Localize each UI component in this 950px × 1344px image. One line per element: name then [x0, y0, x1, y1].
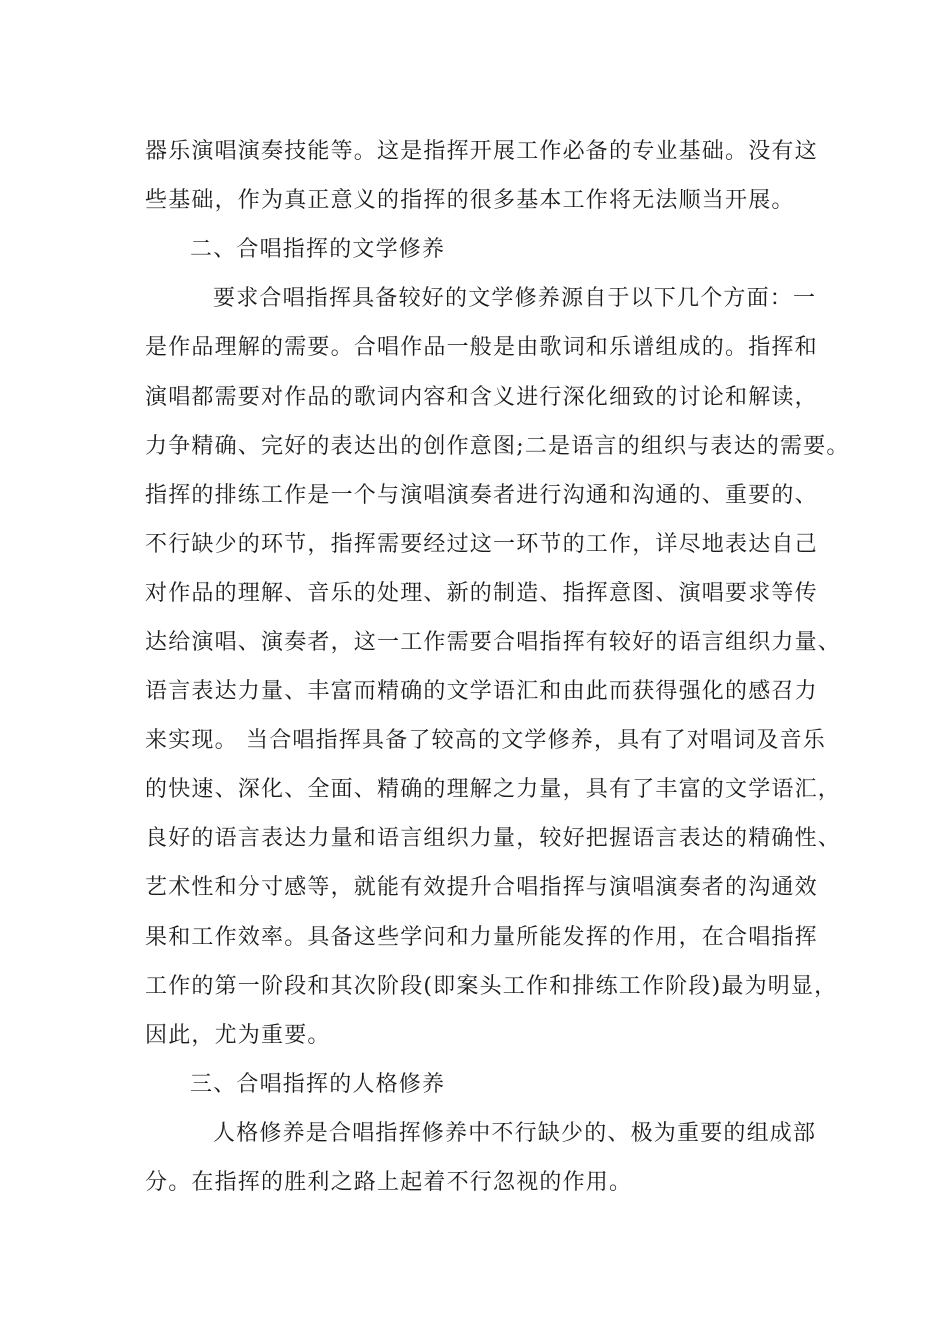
body-text-line: 是作品理解的需要。合唱作品一般是由歌词和乐谱组成的。指挥和	[145, 335, 818, 360]
body-text-line: 来实现。 当合唱指挥具备了较高的文学修养，具有了对唱词及音乐	[145, 728, 826, 753]
body-text-line: 果和工作效率。具备这些学问和力量所能发挥的作用，在合唱指挥	[145, 925, 818, 950]
body-text-line: 语言表达力量、丰富而精确的文学语汇和由此而获得强化的感召力	[145, 679, 818, 704]
body-text-line: 力争精确、完好的表达出的创作意图;二是语言的组织与表达的需要。	[145, 434, 850, 459]
section-heading-personality: 三、合唱指挥的人格修养	[190, 1072, 446, 1097]
paragraph-first-line: 要求合唱指挥具备较好的文学修养源自于以下几个方面：一	[213, 286, 817, 311]
body-text-line: 些基础，作为真正意义的指挥的很多基本工作将无法顺当开展。	[145, 188, 795, 213]
body-text-line: 指挥的排练工作是一个与演唱演奏者进行沟通和沟通的、重要的、	[145, 483, 818, 508]
paragraph-first-line: 人格修养是合唱指挥修养中不行缺少的、极为重要的组成部	[213, 1121, 817, 1146]
body-text-line: 分。在指挥的胜利之路上起着不行忽视的作用。	[145, 1170, 633, 1195]
body-text-line: 因此，尤为重要。	[145, 1023, 331, 1048]
body-text-line: 艺术性和分寸感等，就能有效提升合唱指挥与演唱演奏者的沟通效	[145, 875, 818, 900]
body-text-line: 达给演唱、演奏者，这一工作需要合唱指挥有较好的语言组织力量、	[145, 630, 842, 655]
body-text-line: 的快速、深化、全面、精确的理解之力量，具有了丰富的文学语汇，	[145, 777, 842, 802]
body-text-line: 器乐演唱演奏技能等。这是指挥开展工作必备的专业基础。没有这	[145, 139, 818, 164]
section-heading-literary: 二、合唱指挥的文学修养	[190, 237, 446, 262]
body-text-line: 不行缺少的环节，指挥需要经过这一环节的工作，详尽地表达自己	[145, 532, 818, 557]
body-text-line: 演唱都需要对作品的歌词内容和含义进行深化细致的讨论和解读，	[145, 385, 818, 410]
body-text-line: 工作的第一阶段和其次阶段(即案头工作和排练工作阶段)最为明显，	[145, 974, 838, 999]
body-text-line: 良好的语言表达力量和语言组织力量，较好把握语言表达的精确性、	[145, 826, 842, 851]
body-text-line: 对作品的理解、音乐的处理、新的制造、指挥意图、演唱要求等传	[145, 581, 818, 606]
